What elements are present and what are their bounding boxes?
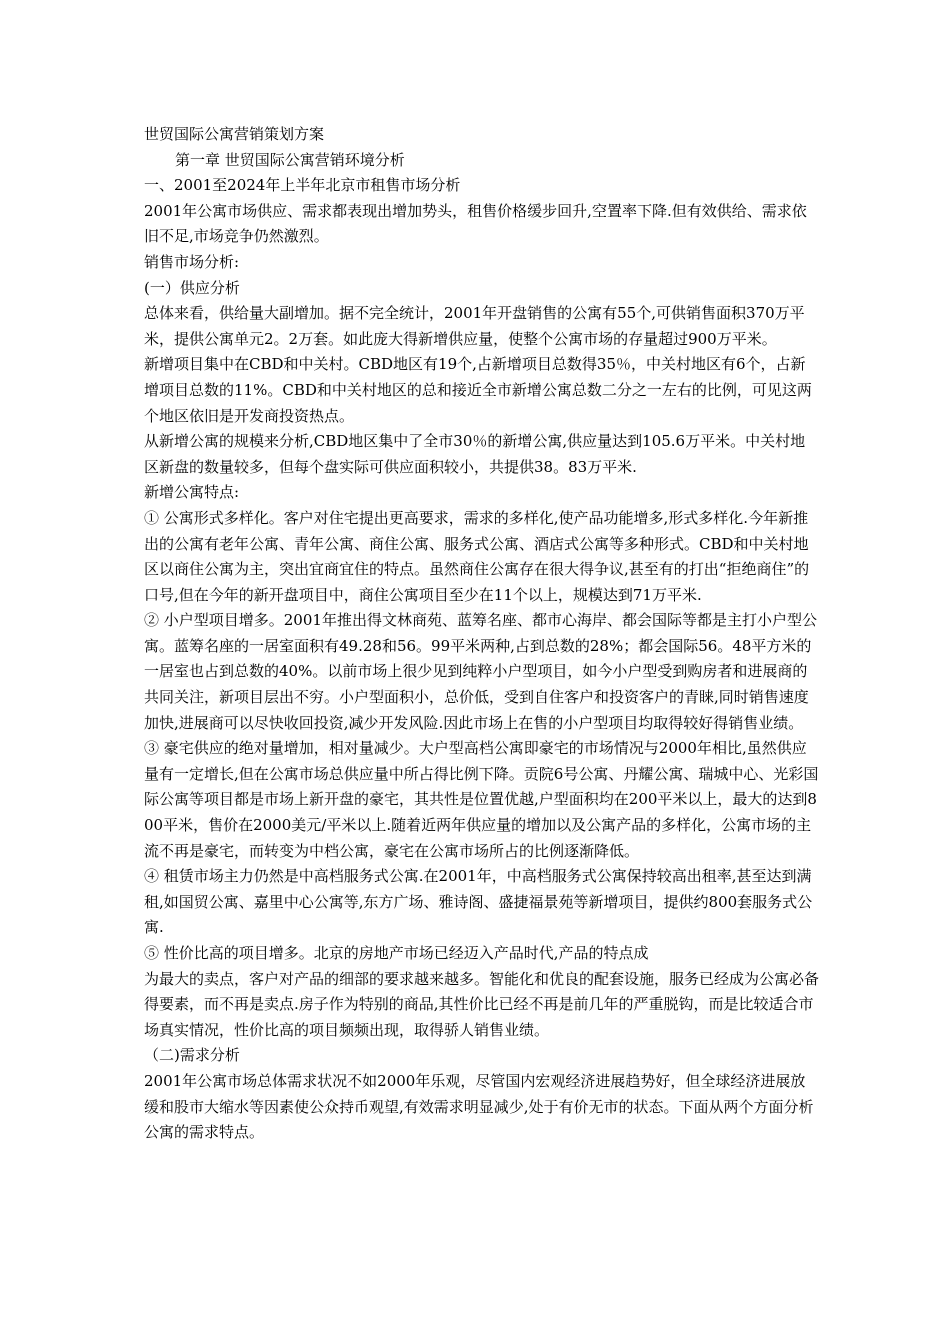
paragraph-demand: 2001年公寓市场总体需求状况不如2000年乐观，尽管国内宏观经济进展趋势好，但全球经济进展放缓和股市大缩水等因素使公众持币观望,有效需求明显减少,处于有价无市的状态。下面从两个方面分析公寓的需求特点。: [144, 1071, 814, 1142]
section-heading: 一、2001至2024年上半年北京市租售市场分析: [144, 176, 461, 195]
feature-item-first-line: ⑤ 性价比高的项目增多。北京的房地产市场已经迈入产品时代,产品的特点成: [144, 944, 649, 962]
supply-heading: (一）供应分析: [144, 278, 240, 297]
feature-item: ② 小户型项目增多。2001年推出得文林商苑、蓝筹名座、都市心海岸、都会国际等都是主打小户型公寓。蓝筹名座的一居室面积有49.28和56。99平米两种,占到总数的28%；都会国际56。48平方米的一居室也占到总数的40%。以前市场上很少见到纯粹小户型项目，如今小户型受到购房者和进展商的共同关注，新项目层出不穷。小户型面积小，总价低，受到自住客户和投资客户的青睐,同时销售速度加快,进展商可以尽快收回投资,减少开发风险.因此市场上在售的小户型项目均取得较好得销售业绩。: [144, 611, 817, 732]
chapter-heading: 第一章 世贸国际公寓营销环境分析: [175, 150, 405, 169]
feature-item: ③ 豪宅供应的绝对量增加，相对量减少。大户型高档公寓即豪宅的市场情况与2000年相比,虽然供应量有一定增长,但在公寓市场总供应量中所占得比例下降。贡院6号公寓、丹耀公寓、瑞城中心、光彩国际公寓等项目都是市场上新开盘的豪宅，其共性是位置优越,户型面积均在200平米以上，最大的达到800平米，售价在2000美元/平米以上.随着近两年供应量的增加以及公寓产品的多样化，公寓市场的主流不再是豪宅，而转变为中档公寓，豪宅在公寓市场所占的比例逐渐降低。: [144, 739, 819, 860]
feature-item: ④ 租赁市场主力仍然是中高档服务式公寓.在2001年，中高档服务式公寓保持较高出租率,甚至达到满租,如国贸公寓、嘉里中心公寓等,东方广场、雅诗阁、盛捷福景苑等新增项目，提供约800套服务式公寓.: [144, 867, 813, 937]
paragraph-intro: 2001年公寓市场供应、需求都表现出增加势头，租售价格缓步回升,空置率下降.但有效供给、需求依旧不足,市场竞争仍然激烈。: [144, 201, 807, 246]
feature-item: ① 公寓形式多样化。客户对住宅提出更高要求，需求的多样化,使产品功能增多,形式多样化.今年新推出的公寓有老年公寓、青年公寓、商住公寓、服务式公寓、酒店式公寓等多种形式。CBD和中关村地区以商住公寓为主，突出宜商宜住的特点。虽然商住公寓存在很大得争议,甚至有的打出“拒绝商住”的口号,但在今年的新开盘项目中，商住公寓项目至少在11个以上，规模达到71万平米.: [144, 508, 810, 604]
document-body: [144, 122, 820, 1146]
paragraph-supply-scale: 从新增公寓的规模来分析,CBD地区集中了全市30％的新增公寓,供应量达到105.6万平米。中关村地区新盘的数量较多，但每个盘实际可供应面积较小，共提供38。83万平米.: [144, 432, 806, 476]
feature-item-continuation: 为最大的卖点，客户对产品的细部的要求越来越多。智能化和优良的配套设施，服务已经成为公寓必备得要素，而不再是卖点.房子作为特别的商品,其性价比已经不再是前几年的严重脱钩，而是比较适合市场真实情况，性价比高的项目频频出现，取得骄人销售业绩。: [144, 969, 820, 1039]
demand-heading: （二)需求分析: [144, 1046, 240, 1065]
features-heading: 新增公寓特点:: [144, 483, 240, 502]
sales-heading: 销售市场分析:: [144, 252, 240, 271]
paragraph-supply-location: 新增项目集中在CBD和中关村。CBD地区有19个,占新增项目总数得35％，中关村地区有6个，占新增项目总数的11%。CBD和中关村地区的总和接近全市新增公寓总数二分之一左右的比例，可见这两个地区依旧是开发商投资热点。: [144, 355, 812, 425]
paragraph-supply-total: 总体来看，供给量大副增加。据不完全统计，2001年开盘销售的公寓有55个,可供销售面积370万平米，提供公寓单元2。2万套。如此庞大得新增供应量，使整个公寓市场的存量超过900万平米。: [144, 304, 805, 348]
document-title: 世贸国际公寓营销策划方案: [144, 125, 325, 143]
